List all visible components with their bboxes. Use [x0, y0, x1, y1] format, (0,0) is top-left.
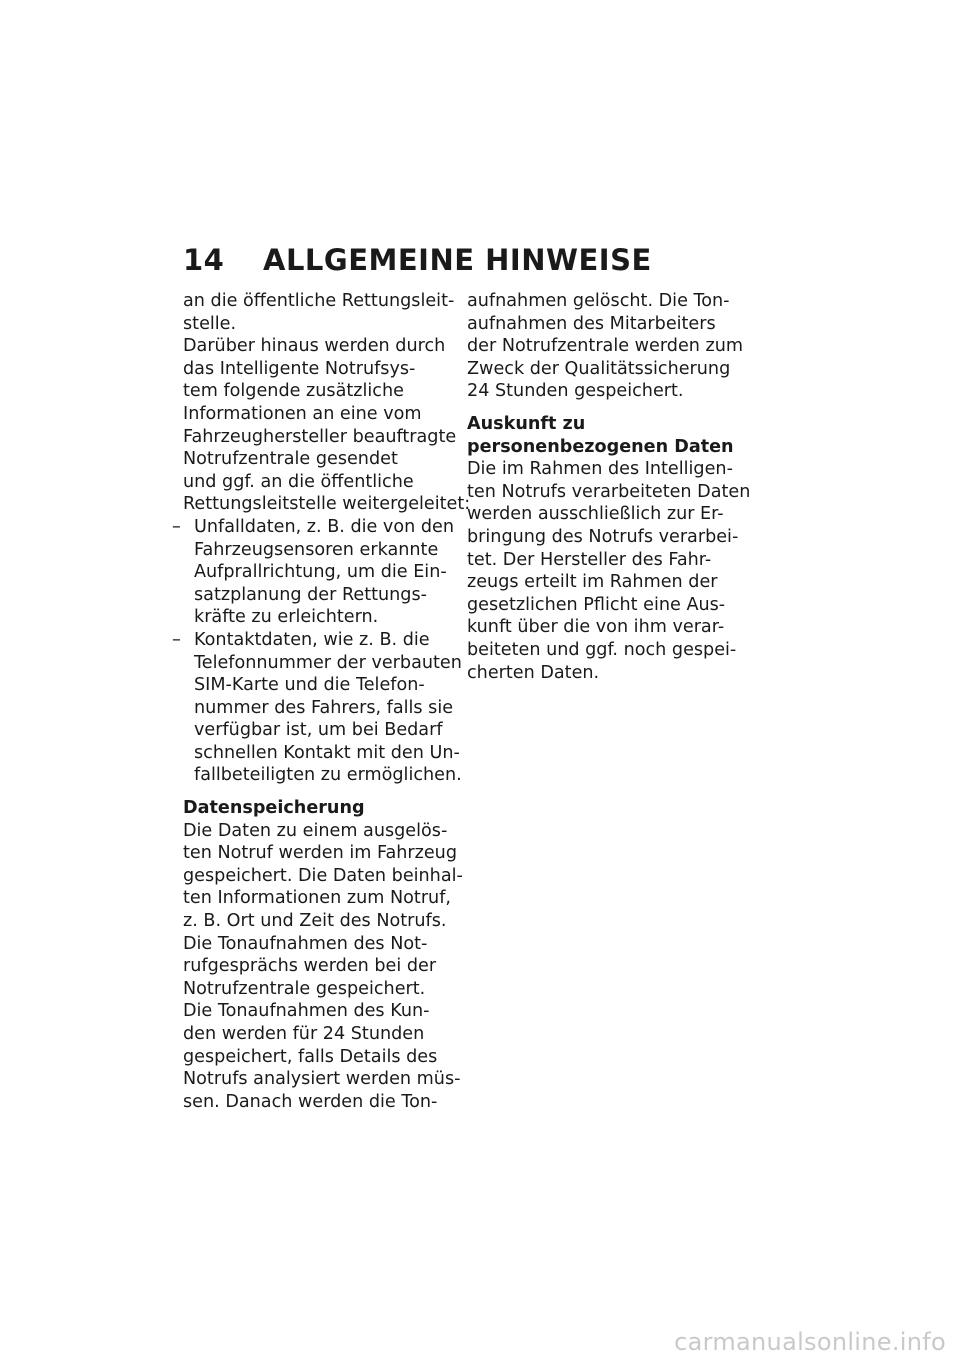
text-line: der Notrufzentrale werden zum: [467, 336, 744, 357]
text-line: Die Tonaufnahmen des Kun-: [183, 1001, 430, 1022]
text-line: Rettungsleitstelle weitergeleitet:: [183, 494, 471, 515]
list-item: [172, 629, 455, 652]
text-line: Notrufzentrale gespeichert.: [183, 978, 426, 999]
page-header: [183, 240, 783, 280]
text-line: Telefonnummer der verbauten: [194, 652, 462, 673]
text-line: nummer des Fahrers, falls sie: [194, 697, 454, 718]
text-line: beiteten und ggf. noch gespei-: [467, 639, 737, 660]
storage-paragraph: [183, 820, 463, 1114]
text-line: cherten Daten.: [467, 662, 600, 683]
text-line: werden ausschließlich zur Er-: [467, 504, 724, 525]
text-line: tet. Der Hersteller des Fahr-: [467, 549, 712, 570]
text-line: satzplanung der Rettungs-: [194, 584, 427, 605]
text-line: fallbeteiligten zu ermöglichen.: [194, 765, 462, 786]
text-line: gespeichert, falls Details des: [183, 1046, 438, 1067]
text-line: SIM-Karte und die Telefon-: [194, 675, 425, 696]
text-line: stelle.: [183, 313, 237, 334]
text-line: ten Notruf werden im Fahrzeug: [183, 843, 457, 864]
intro-paragraph: [183, 290, 471, 516]
dash-bullet: –: [172, 516, 181, 537]
text-line: Darüber hinaus werden durch: [183, 336, 446, 357]
text-line: zeugs erteilt im Rahmen der: [467, 572, 718, 593]
text-line: an die öffentliche Rettungsleit-: [183, 291, 455, 311]
text-line: Aufprallrichtung, um die Ein-: [194, 562, 447, 583]
heading-line: personenbezogenen Daten: [467, 436, 734, 457]
text-line: verfügbar ist, um bei Bedarf: [194, 720, 443, 741]
chapter-title: ALLGEMEINE HINWEISE: [263, 243, 652, 277]
text-line: gesetzlichen Pflicht eine Aus-: [467, 594, 726, 615]
text-line: z. B. Ort und Zeit des Notrufs.: [183, 911, 447, 932]
list-item: [172, 516, 455, 539]
text-line: aufnahmen gelöscht. Die Ton-: [467, 291, 730, 311]
text-line: Notrufzentrale gesendet: [183, 449, 398, 470]
right-column: [467, 290, 751, 684]
spacer: [467, 403, 742, 413]
page-number: 14: [183, 243, 225, 277]
watermark: carmanualsonline.info: [674, 1328, 946, 1356]
text-line: Informationen an eine vom: [183, 403, 422, 424]
text-line: Die Tonaufnahmen des Not-: [183, 933, 428, 954]
dash-bullet: –: [172, 629, 181, 650]
text-line: ten Notrufs verarbeiteten Daten: [467, 481, 751, 502]
text-line: kräfte zu erleichtern.: [194, 607, 379, 628]
text-line: rufgesprächs werden bei der: [183, 956, 437, 977]
text-line: schnellen Kontakt mit den Un-: [194, 742, 460, 763]
left-column: [172, 290, 471, 1113]
text-line: das Intelligente Notrufsys-: [183, 358, 416, 379]
info-paragraph: [467, 458, 751, 684]
text-line: gespeichert. Die Daten beinhal-: [183, 865, 463, 886]
text-line: und ggf. an die öffentliche: [183, 471, 414, 492]
text-line: Die im Rahmen des Intelligen-: [467, 459, 733, 480]
text-line: aufnahmen des Mitarbeiters: [467, 313, 716, 334]
spacer: [183, 787, 455, 797]
section-heading-data-storage: Datenspeicherung: [183, 798, 365, 819]
heading-line: Auskunft zu: [467, 413, 586, 434]
text-line: sen. Danach werden die Ton-: [183, 1091, 438, 1112]
text-line: 24 Stunden gespeichert.: [467, 381, 684, 402]
bullet-text: Unfalldaten, z. B. die von den: [194, 516, 454, 537]
text-line: Zweck der Qualitätssicherung: [467, 358, 731, 379]
text-line: Die Daten zu einem ausgelös-: [183, 820, 448, 841]
bullet-item-accident-data: [172, 516, 455, 629]
text-line: Fahrzeugsensoren erkannte: [194, 539, 439, 560]
text-line: Fahrzeughersteller beauftragte: [183, 426, 457, 447]
text-line: den werden für 24 Stunden: [183, 1024, 425, 1044]
section-heading-personal-data: [467, 413, 742, 458]
text-line: bringung des Notrufs verarbei-: [467, 526, 739, 547]
text-line: tem folgende zusätzliche: [183, 381, 404, 402]
text-line: kunft über die von ihm verar-: [467, 617, 725, 638]
text-line: Notrufs analysiert werden müs-: [183, 1069, 461, 1090]
text-line: ten Informationen zum Notruf,: [183, 888, 451, 909]
continued-paragraph: [467, 290, 742, 403]
bullet-item-contact-data: [172, 629, 462, 787]
bullet-text: Kontaktdaten, wie z. B. die: [194, 629, 430, 650]
